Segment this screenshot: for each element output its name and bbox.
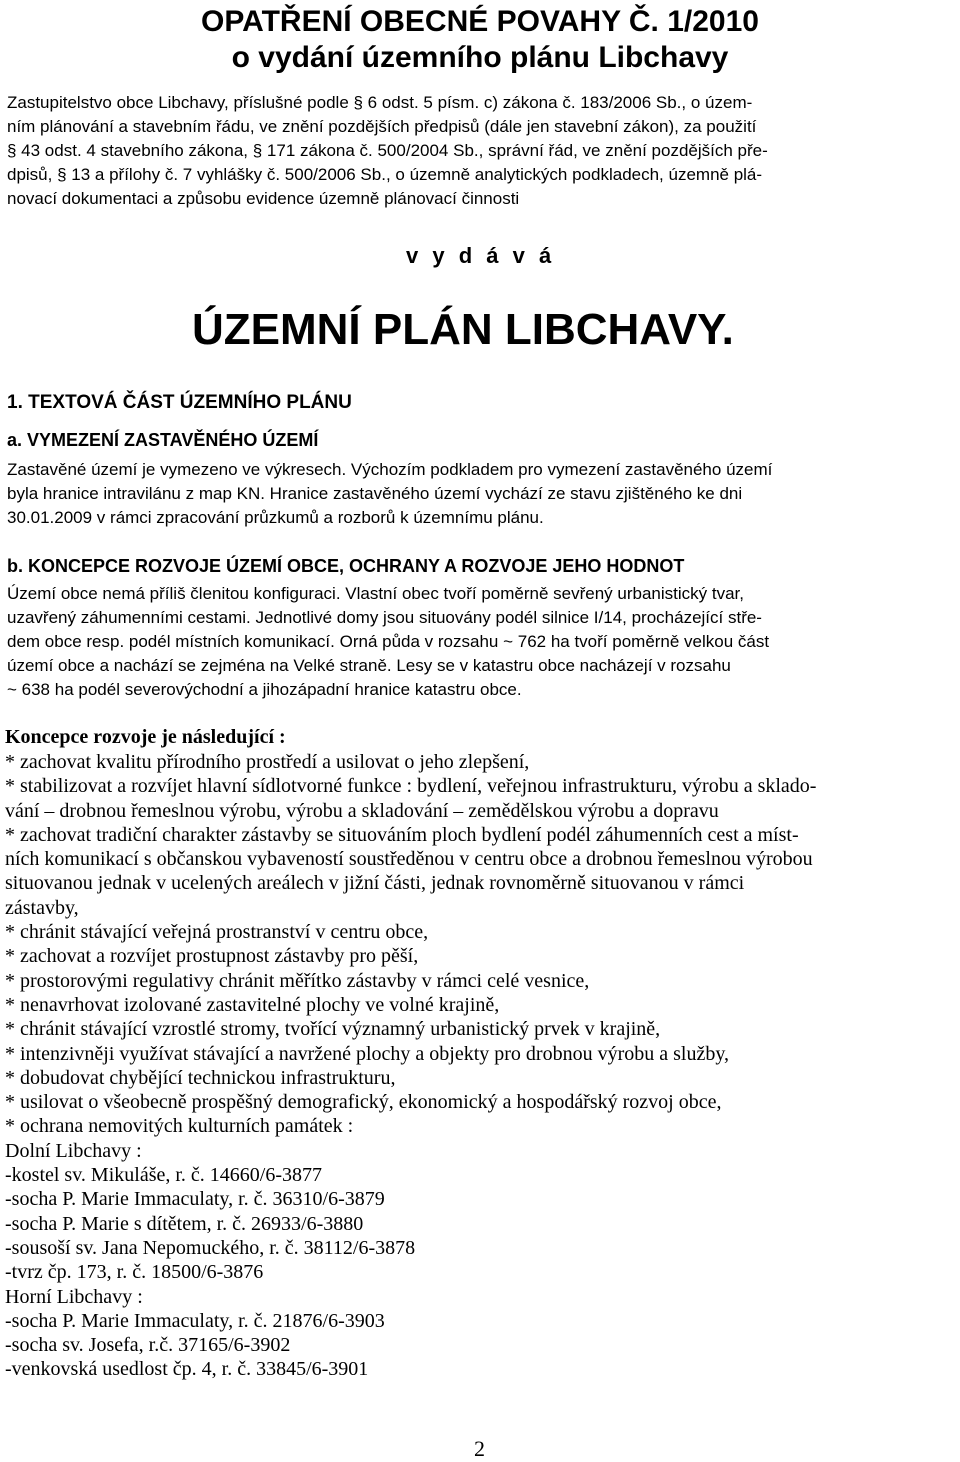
- concept-line: * zachovat tradiční charakter zástavby se situováním ploch bydlení podél záhumenních cest a míst-: [5, 823, 799, 846]
- section-b-line: ~ 638 ha podél severovýchodní a jihozápadní hranice katastru obce.: [7, 680, 522, 699]
- concept-line: -venkovská usedlost čp. 4, r. č. 33845/6-3901: [5, 1358, 369, 1381]
- section-b-line: území obce a nachází se zejména na Velké straně. Lesy se v katastru obce nacházejí v rozsahu: [7, 656, 731, 675]
- section-a-line: byla hranice intravilánu z map KN. Hranice zastavěného území vychází ze stavu zjištěného ke dni: [7, 484, 743, 503]
- preamble-line: § 43 odst. 4 stavebního zákona, § 171 zákona č. 500/2004 Sb., správní řád, ve znění pozdějších pře-: [7, 141, 768, 160]
- section-b-line: Území obce nemá příliš členitou konfiguraci. Vlastní obec tvoří poměrně sevřený urbanistický tvar,: [7, 584, 745, 603]
- concept-line: -tvrz čp. 173, r. č. 18500/6-3876: [5, 1261, 264, 1284]
- section-b-line: dem obce resp. podél místních komunikací. Orná půda v rozsahu ~ 762 ha tvoří poměrně velkou část: [7, 632, 770, 651]
- concept-list: [5, 750, 816, 1382]
- concept-line: situovanou jednak v ucelených areálech v jižní části, jednak rovnoměrně situovanou v rámci: [5, 872, 745, 895]
- concept-line: -kostel sv. Mikuláše, r. č. 14660/6-3877: [5, 1164, 323, 1187]
- concept-line: Horní Libchavy :: [5, 1285, 143, 1308]
- concept-line: Dolní Libchavy :: [5, 1139, 142, 1162]
- concept-line: -sousoší sv. Jana Nepomuckého, r. č. 38112/6-3878: [5, 1236, 416, 1259]
- preamble-line: dpisů, § 13 a přílohy č. 7 vyhlášky č. 500/2006 Sb., o územně analytických podkladech, územně plá-: [7, 165, 763, 184]
- concept-line: * nenavrhovat izolované zastavitelné plochy ve volné krajině,: [5, 993, 500, 1016]
- concept-line: -socha sv. Josefa, r.č. 37165/6-3902: [5, 1334, 291, 1357]
- concept-line: zástavby,: [5, 896, 79, 919]
- concept-line: -socha P. Marie Immaculaty, r. č. 36310/6-3879: [5, 1188, 385, 1211]
- document-title-line-1: OPATŘENÍ OBECNÉ POVAHY Č. 1/2010: [201, 5, 759, 38]
- concept-line: * chránit stávající vzrostlé stromy, tvořící významný urbanistický prvek v krajině,: [5, 1018, 661, 1041]
- concept-line: * ochrana nemovitých kulturních památek :: [5, 1115, 354, 1138]
- concept-line: * intenzivněji využívat stávající a navržené plochy a objekty pro drobnou výrobu a služby,: [5, 1042, 730, 1065]
- concept-line: -socha P. Marie s dítětem, r. č. 26933/6-3880: [5, 1212, 364, 1235]
- main-title: ÚZEMNÍ PLÁN LIBCHAVY.: [192, 305, 734, 354]
- section-a-line: Zastavěné území je vymezeno ve výkresech. Výchozím podkladem pro vymezení zastavěného území: [7, 460, 773, 479]
- preamble-line: ním plánování a stavebním řádu, ve znění pozdějších předpisů (dále jen stavební zákon), za použití: [7, 117, 757, 136]
- section-b-paragraph: [7, 582, 769, 702]
- concept-line: vání – drobnou řemeslnou výrobu, výrobu a skladování – zemědělskou výrobu a dopravu: [5, 799, 719, 822]
- concept-line: -socha P. Marie Immaculaty, r. č. 21876/6-3903: [5, 1309, 385, 1332]
- concept-line: ních komunikací s občanskou vybaveností soustředěnou v centru obce a drobnou řemeslnou výrobou: [5, 848, 813, 871]
- section-a-heading: a. VYMEZENÍ ZASTAVĚNÉHO ÚZEMÍ: [7, 430, 319, 450]
- section-b-line: uzavřený záhumenními cestami. Jednotlivé domy jsou situovány podél silnice I/14, procházející stře-: [7, 608, 762, 627]
- concept-line: * prostorovými regulativy chránit měřítko zástavby v rámci celé vesnice,: [5, 969, 590, 992]
- document-title-line-2: o vydání územního plánu Libchavy: [231, 41, 729, 74]
- concept-line: * dobudovat chybějící technickou infrastrukturu,: [5, 1066, 396, 1089]
- preamble-line: novací dokumentaci a způsobu evidence územně plánovací činnosti: [7, 189, 520, 208]
- preamble-line: Zastupitelstvo obce Libchavy, příslušné podle § 6 odst. 5 písm. c) zákona č. 183/2006 Sb., o územ-: [7, 93, 753, 112]
- concept-heading: Koncepce rozvoje je následující :: [5, 726, 286, 748]
- preamble-paragraph: [7, 91, 768, 211]
- concept-line: * usilovat o všeobecně prospěšný demografický, ekonomický a hospodářský rozvoj obce,: [5, 1091, 722, 1114]
- concept-line: * chránit stávající veřejná prostranství v centru obce,: [5, 921, 429, 944]
- concept-line: * zachovat a rozvíjet prostupnost zástavby pro pěší,: [5, 945, 419, 968]
- section-1-heading: 1. TEXTOVÁ ČÁST ÚZEMNÍHO PLÁNU: [7, 392, 352, 413]
- section-a-line: 30.01.2009 v rámci zpracování průzkumů a rozborů k územnímu plánu.: [7, 508, 544, 527]
- page-number: 2: [474, 1436, 485, 1461]
- section-b-heading: b. KONCEPCE ROZVOJE ÚZEMÍ OBCE, OCHRANY A ROZVOJE JEHO HODNOT: [7, 556, 685, 576]
- concept-line: * stabilizovat a rozvíjet hlavní sídlotvorné funkce : bydlení, veřejnou infrastrukturu, výrobu a sklado-: [5, 775, 817, 798]
- section-a-paragraph: [7, 458, 772, 530]
- issues-statement: v y d á v á: [406, 243, 556, 268]
- concept-line: * zachovat kvalitu přírodního prostředí a usilovat o jeho zlepšení,: [5, 751, 530, 773]
